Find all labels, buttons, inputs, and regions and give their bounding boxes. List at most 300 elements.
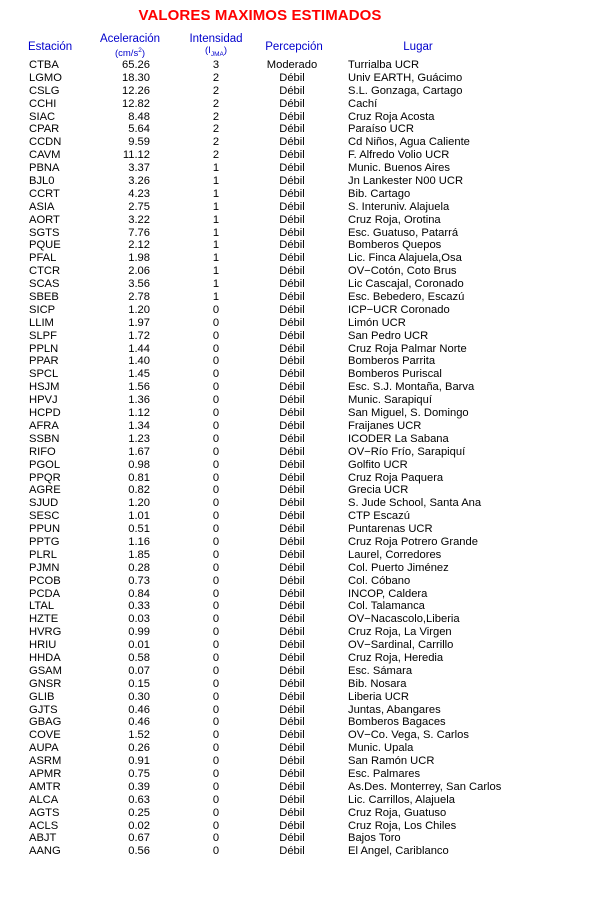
intensity-value: 0 [212,355,220,368]
acceleration-value: 0.67 [128,832,150,845]
intensity-value: 0 [212,767,220,780]
intensity-value: 0 [212,342,220,355]
intensity-value: 0 [212,484,220,497]
perception-value: Débil [279,458,305,471]
station-code: CTCR [29,265,61,278]
perception-value: Débil [279,368,305,381]
station-code: PPLN [29,342,59,355]
acceleration-value: 0.25 [128,806,150,819]
table-row [0,575,590,588]
station-code: COVE [29,729,61,742]
perception-value: Débil [279,200,305,213]
acceleration-value: 2.78 [128,291,150,304]
perception-value: Débil [279,136,305,149]
station-code: APMR [29,767,62,780]
perception-value: Débil [279,471,305,484]
table-row [0,343,590,356]
place-name: Bomberos Puriscal [348,368,442,381]
place-name: Bib. Cartago [348,187,411,200]
perception-value: Débil [279,329,305,342]
intensity-value: 2 [212,97,220,110]
table-row [0,845,590,858]
place-name: Cruz Roja Acosta [348,110,435,123]
perception-value: Débil [279,639,305,652]
place-name: Bomberos Parrita [348,355,436,368]
acceleration-value: 0.46 [128,703,150,716]
acceleration-value: 1.12 [128,407,150,420]
table-row [0,497,590,510]
perception-value: Débil [279,832,305,845]
table-row [0,549,590,562]
header-intensidad-unit: $(I_{JMA})$ [205,45,227,58]
table-row [0,510,590,523]
table-row [0,729,590,742]
place-name: Col. Puerto Jiménez [348,561,449,574]
intensity-value: 1 [212,291,220,304]
station-code: CSLG [29,84,60,97]
perception-value: Débil [279,342,305,355]
acceleration-value: 1.67 [128,445,150,458]
acceleration-value: 3.22 [128,213,150,226]
acceleration-value: 0.73 [128,574,150,587]
station-code: ABJT [29,832,57,845]
station-code: AMTR [29,780,61,793]
place-name: Munic. Upala [348,742,414,755]
acceleration-value: 0.81 [128,471,150,484]
acceleration-value: 0.75 [128,767,150,780]
perception-value: Débil [279,626,305,639]
place-name: Cruz Roja, Guatuso [348,806,447,819]
station-code: SPCL [29,368,59,381]
perception-value: Débil [279,574,305,587]
table-row [0,665,590,678]
station-code: SBEB [29,291,59,304]
place-name: Col. Talamanca [348,600,425,613]
acceleration-value: 0.39 [128,780,150,793]
perception-value: Débil [279,278,305,291]
acceleration-value: 65.26 [122,59,150,71]
station-code: GBAG [29,716,62,729]
acceleration-value: 2.75 [128,200,150,213]
intensity-value: 0 [212,329,220,342]
place-name: OV−Co. Vega, S. Carlos [348,729,469,742]
perception-value: Débil [279,767,305,780]
place-name: Laurel, Corredores [348,548,442,561]
station-code: HCPD [29,407,61,420]
intensity-value: 0 [212,587,220,600]
intensity-value: 0 [212,729,220,742]
table-row [0,832,590,845]
table-row [0,562,590,575]
perception-value: Débil [279,755,305,768]
station-code: LGMO [29,71,62,84]
intensity-value: 1 [212,239,220,252]
station-code: ALCA [29,793,59,806]
perception-value: Débil [279,123,305,136]
acceleration-value: 4.23 [128,187,150,200]
intensity-value: 0 [212,793,220,806]
header-percepcion: Percepción [265,41,323,53]
place-name: Cruz Roja, Heredia [348,651,444,664]
station-code: CCHI [29,97,57,110]
perception-value: Débil [279,84,305,97]
acceleration-value: 3.26 [128,175,150,188]
perception-value: Débil [279,845,305,858]
perception-value: Débil [279,523,305,536]
perception-value: Débil [279,316,305,329]
place-name: San Pedro UCR [348,329,429,342]
station-code: PPAR [29,355,59,368]
acceleration-value: 1.16 [128,535,150,548]
place-name: ICP−UCR Coronado [348,303,450,316]
intensity-value: 0 [212,664,220,677]
intensity-value: 0 [212,381,220,394]
table-row [0,149,590,162]
station-code: GLIB [29,690,55,703]
place-name: Cruz Roja Potrero Grande [348,535,478,548]
table-row [0,381,590,394]
acceleration-value: 0.51 [128,523,150,536]
place-name: Esc. S.J. Montaña, Barva [348,381,475,394]
perception-value: Débil [279,162,305,175]
intensity-value: 0 [212,303,220,316]
intensity-value: 0 [212,368,220,381]
table-row [0,278,590,291]
station-code: ASRM [29,755,62,768]
perception-value: Débil [279,265,305,278]
station-code: RIFO [29,445,56,458]
intensity-value: 1 [212,213,220,226]
station-code: SGTS [29,226,60,239]
station-code: LTAL [29,600,55,613]
place-name: Munic. Buenos Aires [348,162,450,175]
acceleration-value: 1.44 [128,342,150,355]
table-row [0,472,590,485]
place-name: Cd Niños, Agua Caliente [348,136,470,149]
station-code: HVRG [29,626,62,639]
place-name: ICODER La Sabana [348,432,449,445]
place-name: Lic Cascajal, Coronado [348,278,464,291]
header-intensidad-label: Intensidad [189,33,243,45]
intensity-value: 0 [212,523,220,536]
station-code: LLIM [29,316,54,329]
perception-value: Débil [279,664,305,677]
perception-value: Débil [279,445,305,458]
table-row [0,291,590,304]
place-name: Jn Lankester N00 UCR [348,175,464,188]
perception-value: Débil [279,71,305,84]
perception-value: Débil [279,703,305,716]
station-code: PPQR [29,471,61,484]
place-name: S. Jude School, Santa Ana [348,497,482,510]
perception-value: Débil [279,651,305,664]
station-code: HSJM [29,381,60,394]
station-code: GSAM [29,664,62,677]
intensity-value: 3 [212,59,220,71]
perception-value: Débil [279,600,305,613]
table-row [0,72,590,85]
table-row [0,227,590,240]
perception-value: Débil [279,819,305,832]
acceleration-value: 1.98 [128,252,150,265]
acceleration-value: 0.63 [128,793,150,806]
intensity-value: 0 [212,574,220,587]
intensity-value: 0 [212,445,220,458]
intensity-value: 0 [212,471,220,484]
acceleration-value: 1.85 [128,548,150,561]
station-code: ASIA [29,200,55,213]
acceleration-value: 7.76 [128,226,150,239]
acceleration-value: 0.26 [128,742,150,755]
intensity-value: 0 [212,394,220,407]
intensity-value: 2 [212,123,220,136]
acceleration-value: 0.58 [128,651,150,664]
table-row [0,214,590,227]
place-name: San Ramón UCR [348,755,435,768]
intensity-value: 1 [212,265,220,278]
station-code: PBNA [29,162,60,175]
acceleration-value: 1.23 [128,432,150,445]
acceleration-value: 0.01 [128,639,150,652]
intensity-value: 2 [212,110,220,123]
place-name: Esc. Guatuso, Patarrá [348,226,459,239]
station-code: PCOB [29,574,61,587]
table-row [0,355,590,368]
station-code: CAVM [29,149,61,162]
table-row [0,768,590,781]
table-row [0,201,590,214]
table-row [0,613,590,626]
place-name: Cruz Roja, Los Chiles [348,819,457,832]
station-code: AFRA [29,419,59,432]
intensity-value: 1 [212,226,220,239]
table-row [0,484,590,497]
acceleration-value: 18.30 [122,71,150,84]
perception-value: Débil [279,432,305,445]
perception-value: Débil [279,381,305,394]
perception-value: Débil [279,187,305,200]
place-name: Bajos Toro [348,832,401,845]
intensity-value: 0 [212,561,220,574]
intensity-value: 0 [212,510,220,523]
acceleration-value: 0.99 [128,626,150,639]
table-row [0,368,590,381]
place-name: Grecia UCR [348,484,409,497]
acceleration-value: 1.34 [128,419,150,432]
place-name: Liberia UCR [348,690,409,703]
station-code: SICP [29,303,56,316]
table-row [0,265,590,278]
perception-value: Débil [279,213,305,226]
perception-value: Débil [279,355,305,368]
acceleration-value: 0.91 [128,755,150,768]
table-row [0,652,590,665]
table-row [0,820,590,833]
intensity-value: 2 [212,136,220,149]
station-code: CCRT [29,187,60,200]
perception-value: Débil [279,226,305,239]
place-name: Puntarenas UCR [348,523,433,536]
station-code: CCDN [29,136,62,149]
intensity-value: 0 [212,806,220,819]
header-aceleracion-unit: $(cm/s^2)$ [114,47,145,60]
place-name: OV−Río Frío, Sarapiquí [348,445,466,458]
place-name: Univ EARTH, Guácimo [348,71,463,84]
station-code: BJL0 [29,175,55,188]
intensity-value: 0 [212,535,220,548]
table-row [0,704,590,717]
place-name: Cruz Roja Palmar Norte [348,342,467,355]
intensity-value: 0 [212,613,220,626]
place-name: OV−Sardinal, Carrillo [348,639,454,652]
intensity-value: 2 [212,84,220,97]
place-name: Esc. Sámara [348,664,413,677]
station-code: CPAR [29,123,60,136]
place-name: INCOP, Caldera [348,587,428,600]
station-code: CTBA [29,59,59,71]
table-row [0,252,590,265]
intensity-value: 0 [212,742,220,755]
perception-value: Débil [279,742,305,755]
perception-value: Débil [279,535,305,548]
intensity-value: 0 [212,419,220,432]
place-name: El Angel, Cariblanco [348,845,449,858]
intensity-value: 0 [212,458,220,471]
acceleration-value: 9.59 [128,136,150,149]
acceleration-value: 11.12 [122,149,150,162]
station-code: ACLS [29,819,59,832]
perception-value: Débil [279,793,305,806]
table-row [0,459,590,472]
acceleration-value: 1.01 [128,510,150,523]
perception-value: Moderado [266,59,318,71]
perception-value: Débil [279,690,305,703]
intensity-value: 1 [212,200,220,213]
station-code: GNSR [29,677,62,690]
perception-value: Débil [279,497,305,510]
station-code: AGRE [29,484,61,497]
table-row [0,85,590,98]
table-row [0,742,590,755]
intensity-value: 0 [212,755,220,768]
acceleration-value: 1.40 [128,355,150,368]
table-row [0,175,590,188]
table-row [0,136,590,149]
perception-value: Débil [279,239,305,252]
perception-value: Débil [279,729,305,742]
acceleration-value: 1.52 [128,729,150,742]
acceleration-value: 0.82 [128,484,150,497]
table-row [0,691,590,704]
table-row [0,639,590,652]
station-code: SIAC [29,110,56,123]
intensity-value: 0 [212,651,220,664]
intensity-value: 0 [212,780,220,793]
table-row [0,304,590,317]
perception-value: Débil [279,561,305,574]
intensity-value: 0 [212,703,220,716]
acceleration-value: 0.03 [128,613,150,626]
table-row [0,407,590,420]
table-row [0,446,590,459]
place-name: S. Interuniv. Alajuela [348,200,450,213]
acceleration-value: 1.36 [128,394,150,407]
intensity-value: 2 [212,71,220,84]
station-code: SJUD [29,497,59,510]
acceleration-value: 1.56 [128,381,150,394]
place-name: Fraijanes UCR [348,419,422,432]
intensity-value: 1 [212,175,220,188]
station-code: GJTS [29,703,58,716]
place-name: Bomberos Bagaces [348,716,446,729]
station-code: PCDA [29,587,61,600]
place-name: Cachí [348,97,378,110]
intensity-value: 0 [212,690,220,703]
station-code: PPUN [29,523,61,536]
acceleration-value: 0.84 [128,587,150,600]
acceleration-value: 1.72 [128,329,150,342]
intensity-value: 0 [212,316,220,329]
perception-value: Débil [279,394,305,407]
perception-value: Débil [279,407,305,420]
acceleration-value: 3.37 [128,162,150,175]
station-code: HZTE [29,613,59,626]
place-name: San Miguel, S. Domingo [348,407,469,420]
station-code: PFAL [29,252,57,265]
acceleration-value: 5.64 [128,123,150,136]
station-code: AUPA [29,742,59,755]
perception-value: Débil [279,677,305,690]
acceleration-value: 12.26 [122,84,150,97]
station-code: SESC [29,510,60,523]
table-row [0,317,590,330]
place-name: Golfito UCR [348,458,408,471]
station-code: AGTS [29,806,60,819]
station-code: SLPF [29,329,57,342]
acceleration-value: 0.46 [128,716,150,729]
station-code: HPVJ [29,394,58,407]
station-code: HHDA [29,651,61,664]
perception-value: Débil [279,613,305,626]
acceleration-value: 2.06 [128,265,150,278]
station-code: PJMN [29,561,60,574]
table-row [0,239,590,252]
intensity-value: 1 [212,278,220,291]
acceleration-value: 0.98 [128,458,150,471]
place-name: Munic. Sarapiquí [348,394,432,407]
station-code: HRIU [29,639,57,652]
perception-value: Débil [279,97,305,110]
perception-value: Débil [279,175,305,188]
station-code: PLRL [29,548,57,561]
intensity-value: 1 [212,162,220,175]
table-row [0,807,590,820]
acceleration-value: 0.33 [128,600,150,613]
place-name: Limón UCR [348,316,406,329]
place-name: Esc. Palmares [348,767,421,780]
intensity-value: 0 [212,716,220,729]
table-row [0,98,590,111]
station-code: PQUE [29,239,61,252]
table-row [0,794,590,807]
intensity-value: 0 [212,819,220,832]
station-code: AORT [29,213,60,226]
table-row [0,433,590,446]
acceleration-value: 12.82 [122,97,150,110]
station-code: SSBN [29,432,60,445]
place-name: S.L. Gonzaga, Cartago [348,84,463,97]
perception-value: Débil [279,291,305,304]
